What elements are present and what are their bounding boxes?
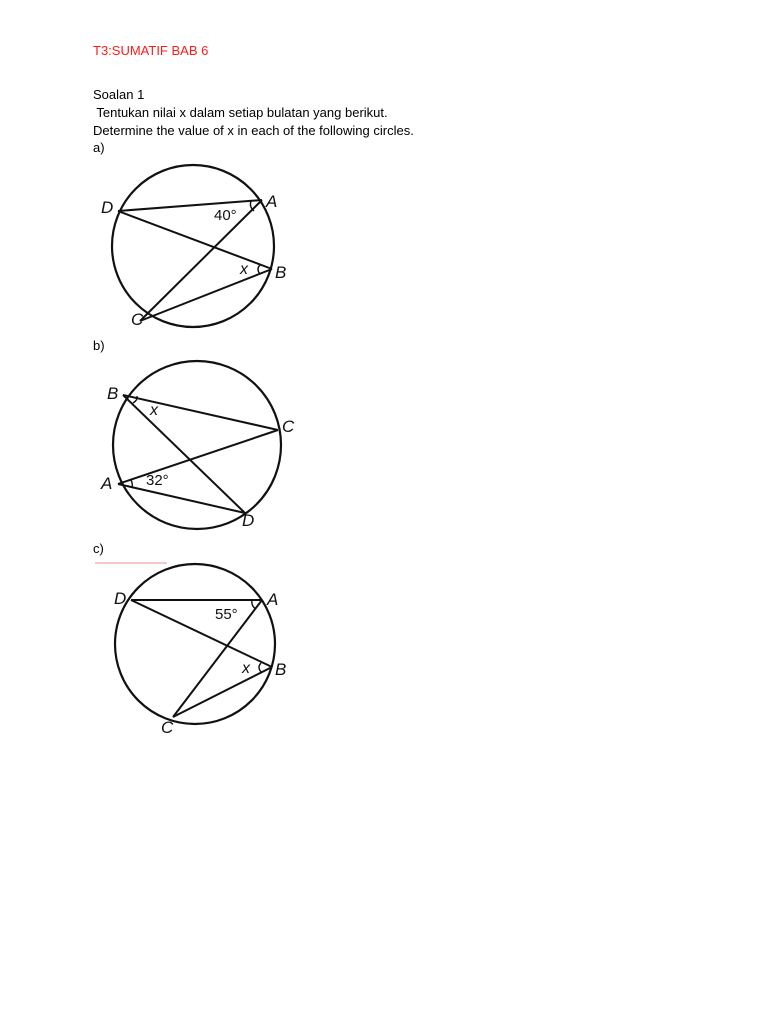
instruction-malay: Tentukan nilai x dalam setiap bulatan yang berikut.: [93, 105, 388, 120]
point-c-label: C: [282, 417, 295, 436]
point-a-label: A: [101, 474, 113, 493]
angle-arc-b: [259, 663, 261, 672]
figure-c-circle-diagram: [95, 560, 305, 740]
point-c-label: C: [131, 310, 144, 329]
given-angle-label: 55°: [215, 606, 238, 623]
chord-bd: [123, 395, 245, 513]
given-angle-label: 32°: [146, 472, 169, 489]
given-angle-label: 40°: [214, 207, 237, 224]
angle-arc-a: [131, 480, 132, 487]
chord-db: [118, 211, 272, 269]
chord-db: [131, 600, 272, 667]
chord-ad: [118, 484, 245, 513]
instruction-english: Determine the value of x in each of the following circles.: [93, 123, 414, 138]
point-d-label: D: [114, 589, 127, 608]
figure-b-circle-diagram: [95, 358, 305, 538]
chord-ac: [118, 430, 278, 484]
figure-b-svg: [95, 358, 305, 538]
figure-c-label: c): [93, 541, 104, 556]
point-b-label: B: [275, 660, 287, 679]
chord-da: [118, 200, 262, 211]
figure-c-svg: [95, 560, 305, 740]
point-a-label: A: [267, 590, 279, 609]
angle-arc-b: [258, 265, 260, 274]
figure-a-circle-diagram: [95, 160, 295, 330]
unknown-angle-label: x: [150, 402, 158, 419]
point-a-label: A: [266, 192, 278, 211]
chord-cb: [173, 667, 272, 717]
figure-a-circle: [112, 165, 274, 327]
point-c-label: C: [161, 718, 174, 737]
point-d-label: D: [101, 198, 114, 217]
figure-b-circle: [113, 361, 281, 529]
figure-a-svg: [95, 160, 295, 330]
document-title: T3:SUMATIF BAB 6: [93, 43, 209, 58]
question-heading: Soalan 1: [93, 87, 145, 102]
point-b-label: B: [107, 384, 119, 403]
chord-bc: [123, 395, 278, 430]
point-b-label: B: [275, 263, 287, 282]
figure-a-label: a): [93, 140, 105, 155]
figure-c-circle: [115, 564, 275, 724]
point-d-label: D: [242, 511, 255, 530]
chord-cb: [140, 269, 272, 321]
unknown-angle-label: x: [242, 660, 250, 677]
unknown-angle-label: x: [240, 261, 248, 278]
figure-b-label: b): [93, 338, 105, 353]
